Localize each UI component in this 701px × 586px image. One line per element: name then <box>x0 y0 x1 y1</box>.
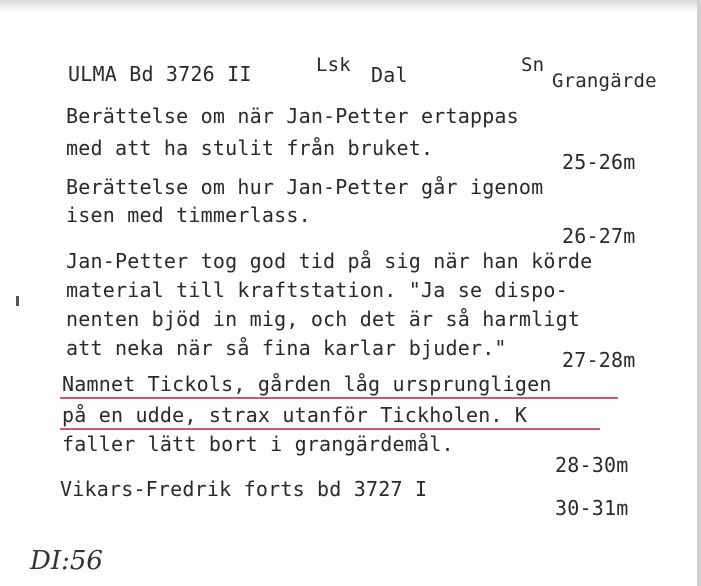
entry-3-line-4: att neka när så fina karlar bjuder." <box>66 336 507 360</box>
entry-2-line-2: isen med timmerlass. <box>66 203 311 227</box>
entry-4-line-1: Namnet Tickols, gården låg ursprungligen <box>62 372 552 396</box>
card-right-edge <box>697 0 701 586</box>
entry-2-pages: 26-27m <box>562 224 636 248</box>
entry-3-line-1: Jan-Petter tog god tid på sig när han körde <box>66 249 593 273</box>
entry-2-line-1: Berättelse om hur Jan-Petter går igenom <box>66 175 544 199</box>
entry-5-pages: 30-31m <box>555 496 629 520</box>
card-top-edge <box>0 0 701 12</box>
archive-reference: ULMA Bd 3726 II <box>68 62 252 86</box>
entry-5-line-1: Vikars-Fredrik forts bd 3727 I <box>60 477 428 501</box>
sn-value: Grangärde <box>552 70 657 92</box>
lsk-value: Dal <box>371 63 408 87</box>
entry-3-line-3: nenten bjöd in mig, och det är så harmligt <box>66 307 581 331</box>
entry-4-underline-1 <box>60 397 618 399</box>
entry-1-line-2: med att ha stulit från bruket. <box>66 136 434 160</box>
entry-4-line-2: på en udde, strax utanför Tickholen. K <box>62 403 528 427</box>
entry-4-pages: 28-30m <box>555 453 629 477</box>
entry-1-line-1: Berättelse om när Jan-Petter ertappas <box>66 104 519 128</box>
entry-4-underline-2 <box>60 428 600 430</box>
sn-label: Sn <box>521 54 545 76</box>
lsk-label: Lsk <box>316 54 351 76</box>
entry-1-pages: 25-26m <box>562 150 636 174</box>
margin-mark <box>16 296 19 306</box>
handwritten-signature: DI:56 <box>30 546 103 576</box>
entry-3-line-2: material till kraftstation. "Ja se dispo- <box>66 278 568 302</box>
entry-4-line-3: faller lätt bort i grangärdemål. <box>62 432 454 456</box>
entry-3-pages: 27-28m <box>562 348 636 372</box>
